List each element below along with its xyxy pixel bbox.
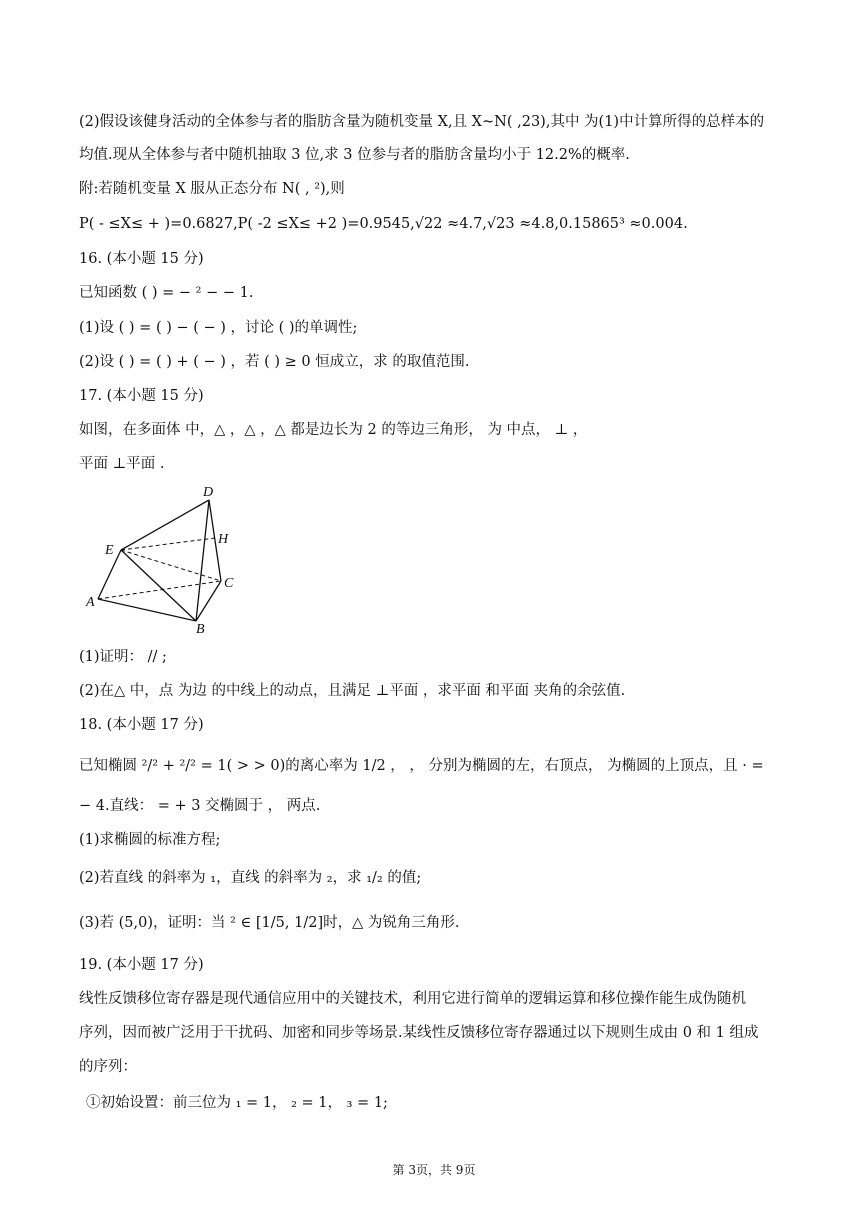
text-line: − 4.直线： = + 3 交椭圆于 ， 两点. <box>79 798 321 814</box>
vertex-label-D: D <box>203 485 214 500</box>
polyhedron-figure <box>84 480 244 636</box>
text-line: 已知函数 ( ) = − ² − − 1. <box>79 285 254 301</box>
text-line: (2)在△ 中，点 为边 的中线上的动点，且满足 ⊥平面 ，求平面 和平面 夹角的余弦值. <box>79 683 626 699</box>
text-line: 平面 ⊥平面 . <box>79 456 165 472</box>
text-line: (2)假设该健身活动的全体参与者的脂肪含量为随机变量 X,且 X~N( ,23),其中 为(1)中计算所得的总样本的 <box>79 114 765 130</box>
problem-heading: 19. (本小题 17 分) <box>79 957 204 973</box>
page-footer: 第 3页，共 9页 <box>392 1163 476 1177</box>
problem-heading: 17. (本小题 15 分) <box>79 388 204 404</box>
edge-ED <box>121 500 209 550</box>
text-line: 线性反馈移位寄存器是现代通信应用中的关键技术，利用它进行简单的逻辑运算和移位操作能生成伪随机 <box>79 991 746 1007</box>
dashed-AC <box>98 581 221 599</box>
text-line: ①初始设置：前三位为 ₁ = 1， ₂ = 1， ₃ = 1; <box>86 1095 388 1111</box>
dashed-EH <box>121 538 215 550</box>
text-line: (1)求椭圆的标准方程; <box>79 832 221 848</box>
text-line: 的序列： <box>79 1059 137 1075</box>
vertex-label-A: A <box>86 595 95 610</box>
vertex-label-B: B <box>196 622 205 636</box>
text-line: 序列，因而被广泛用于干扰码、加密和同步等场景.某线性反馈移位寄存器通过以下规则生成由 0 和 1 组成 <box>79 1025 759 1041</box>
text-line: (1)设 ( ) = ( ) − ( − ) ，讨论 ( )的单调性; <box>79 320 358 336</box>
text-line: (2)设 ( ) = ( ) + ( − ) ，若 ( ) ≥ 0 恒成立，求 的取值范围. <box>79 354 470 370</box>
text-line: (2)若直线 的斜率为 ₁，直线 的斜率为 ₂，求 ₁/₂ 的值; <box>79 870 422 886</box>
edge-EB <box>121 550 196 621</box>
text-line: 已知椭圆 ²/² + ²/² = 1( > > 0)的离心率为 1/2 ， ， 分别为椭圆的左，右顶点， 为椭圆的上顶点，且 · = <box>79 758 764 774</box>
text-line: 均值.现从全体参与者中随机抽取 3 位,求 3 位参与者的脂肪含量均小于 12.2%的概率. <box>79 147 630 163</box>
text-line: 如图，在多面体 中，△ ，△ ，△ 都是边长为 2 的等边三角形， 为 中点， ⊥ ， <box>79 422 588 438</box>
vertex-label-E: E <box>105 543 114 558</box>
vertex-label-C: C <box>224 576 234 591</box>
problem-heading: 18. (本小题 17 分) <box>79 717 204 733</box>
text-line: P( - ≤X≤ + )=0.6827,P( -2 ≤X≤ +2 )=0.9545,√22 ≈4.7,√23 ≈4.8,0.15865³ ≈0.004. <box>79 216 688 232</box>
dashed-EC <box>121 550 221 581</box>
text-line: (1)证明： // ; <box>79 649 167 665</box>
text-line: 附:若随机变量 X 服从正态分布 N( , ²),则 <box>79 181 345 197</box>
vertex-label-H: H <box>218 532 229 547</box>
problem-heading: 16. (本小题 15 分) <box>79 251 204 267</box>
edge-AB <box>98 599 196 621</box>
text-line: (3)若 (5,0)，证明：当 ² ∈ [1/5, 1/2]时，△ 为锐角三角形. <box>79 915 460 931</box>
